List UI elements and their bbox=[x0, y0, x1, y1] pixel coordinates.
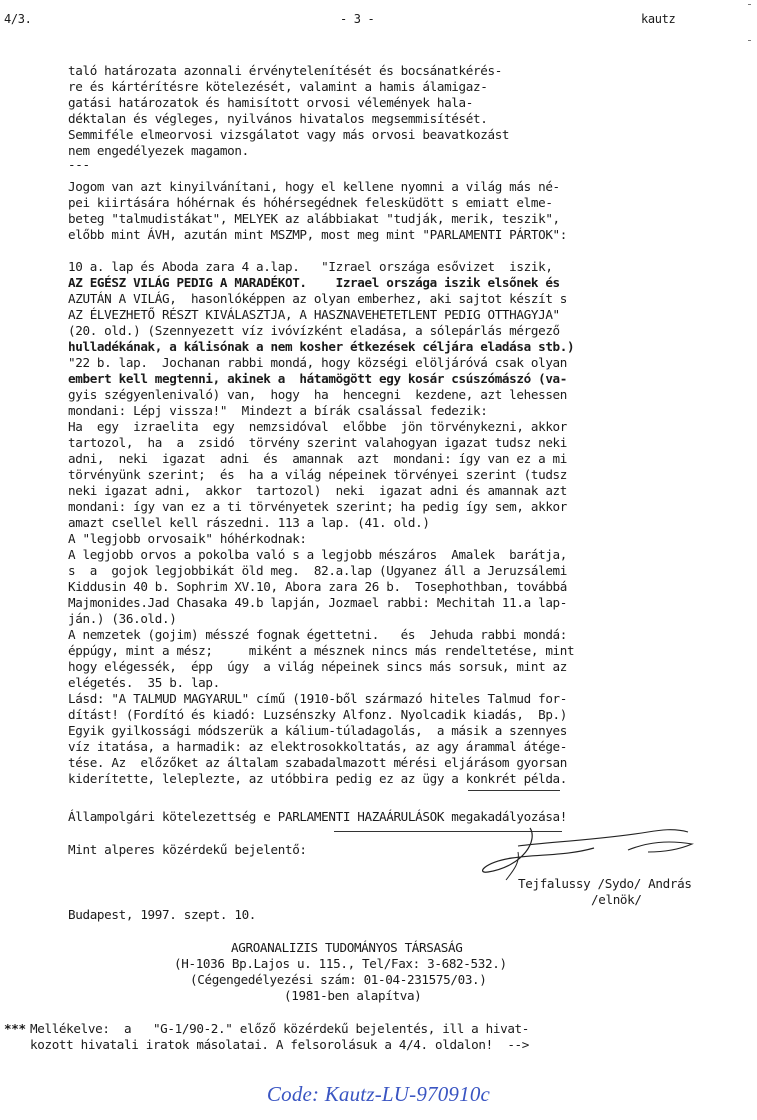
handwritten-signature bbox=[478, 822, 708, 884]
org-registration: (Cégengedélyezési szám: 01-04-231575/03.) bbox=[190, 972, 487, 987]
text-line: mondani: így van ez a ti törvényetek szerint; ha pedig így sem, akkor bbox=[68, 499, 568, 514]
text-line: éppúgy, mint a mész; miként a mésznek nincs más rendeltetése, mint bbox=[68, 643, 575, 658]
text-line: tése. Az előzőket az általam szabadalmazott mérési eljárásom gyorsan bbox=[68, 755, 568, 770]
text-line: re és kártérítésre kötelezését, valamint a hamis álamigaz- bbox=[68, 79, 488, 94]
text-line: ján.) (36.old.) bbox=[68, 611, 177, 626]
text-line: dítást! (Fordító és kiadó: Luzsénszky Alfonz. Nyolcadik kiadás, Bp.) bbox=[68, 707, 568, 722]
text-line: déktalan és végleges, nyilvános hivatalos megsemmisítését. bbox=[68, 111, 488, 126]
text-line: Ha egy izraelita egy nemzsidóval előbbe jön törvénykezni, akkor bbox=[68, 419, 568, 434]
text-line: taló határozata azonnali érvénytelenítését és bocsánatkérés- bbox=[68, 63, 502, 78]
text-line: amazt csellel kell rászedni. 113 a lap. (41. old.) bbox=[68, 515, 430, 530]
org-address: (H-1036 Bp.Lajos u. 115., Tel/Fax: 3-682-532.) bbox=[174, 956, 507, 971]
text-line: nem engedélyezek magamon. bbox=[68, 143, 249, 158]
scan-speck bbox=[748, 4, 751, 5]
duty-statement: Állampolgári kötelezettség e PARLAMENTI HAZAÁRULÁSOK megakadályozása! bbox=[68, 809, 568, 824]
attachment-marker: *** bbox=[4, 1021, 26, 1036]
text-line: A nemzetek (gojim) mésszé fognak égettetni. és Jehuda rabbi mondá: bbox=[68, 627, 568, 642]
text-line: mondani: Lépj vissza!" Mindezt a bírák csalással fedezik: bbox=[68, 403, 488, 418]
text-line: AZUTÁN A VILÁG, hasonlóképpen az olyan emberhez, aki sajtot készít s bbox=[68, 291, 568, 306]
text-line: előbb mint ÁVH, azután mint MSZMP, most meg mint "PARLAMENTI PÁRTOK": bbox=[68, 227, 568, 242]
text-line: A "legjobb orvosaik" hóhérkodnak: bbox=[68, 531, 307, 546]
text-line: AZ EGÉSZ VILÁG PEDIG A MARADÉKOT. Izrael országa iszik elsőnek és bbox=[68, 275, 560, 290]
place-date: Budapest, 1997. szept. 10. bbox=[68, 907, 257, 922]
text-line: Jogom van azt kinyilvánítani, hogy el kellene nyomni a világ más né- bbox=[68, 179, 560, 194]
text-line: elégetés. 35 b. lap. bbox=[68, 675, 220, 690]
text-line: AZ ÉLVEZHETŐ RÉSZT KIVÁLASZTJA, A HASZNAVEHETETLENT PEDIG OTTHAGYJA" bbox=[68, 307, 560, 322]
text-line: gyis szégyenlenivaló) van, hogy ha hencegni kezdene, azt lehessen bbox=[68, 387, 568, 402]
text-line: A legjobb orvos a pokolba való s a legjobb mészáros Amalek barátja, bbox=[68, 547, 568, 562]
text-line: gatási határozatok és hamisított orvosi vélemények hala- bbox=[68, 95, 473, 110]
text-line: (20. old.) (Szennyezett víz ivóvízként eladása, a sólepárlás mérgező bbox=[68, 323, 560, 338]
page-number: - 3 - bbox=[340, 12, 375, 26]
text-line: víz itatása, a harmadik: az elektrosokkoltatás, az agy árammal átége- bbox=[68, 739, 568, 754]
attachment-line: kozott hivatali iratok másolatai. A felsorolásuk a 4/4. oldalon! --> bbox=[30, 1037, 530, 1052]
text-line: beteg "talmudistákat", MELYEK az alábbiakat "tudják, merik, teszik", bbox=[68, 211, 560, 226]
text-line: hogy elégessék, épp úgy a világ népeinek sincs más sorsuk, mint az bbox=[68, 659, 568, 674]
text-line: törvényünk szerint; és ha a világ népeinek törvényei szerint (tudsz bbox=[68, 467, 568, 482]
text-line: pei kiirtására hóhérnak és hóhérsegédnek felesküdött s emiatt elme- bbox=[68, 195, 553, 210]
reporter-line: Mint alperes közérdekű bejelentő: bbox=[68, 842, 307, 857]
text-line: 10 a. lap és Aboda zara 4 a.lap. "Izrael országa esővizet iszik, bbox=[68, 259, 553, 274]
text-line: neki igazat adni, akkor tartozol) neki igazat adni és amannak azt bbox=[68, 483, 568, 498]
text-line: Kiddusin 40 b. Sophrim XV.10, Abora zara 26 b. Tosephothban, továbbá bbox=[68, 579, 568, 594]
text-line: Semmiféle elmeorvosi vizsgálatot vagy más orvosi beavatkozást bbox=[68, 127, 510, 142]
signatory-role: /elnök/ bbox=[591, 892, 642, 907]
text-line: embert kell megtenni, akinek a hátamögött egy kosár csúszómászó (va- bbox=[68, 371, 568, 386]
text-line: tartozol, ha a zsidó törvény szerint valahogyan igazat tudsz neki bbox=[68, 435, 568, 450]
text-line: hulladékának, a kálisónak a nem kosher étkezések céljára eladása stb.) bbox=[68, 339, 575, 354]
org-name: AGROANALIZIS TUDOMÁNYOS TÁRSASÁG bbox=[231, 940, 463, 955]
text-line: kiderítette, leleplezte, az utóbbira pedig ez az ügy a konkrét példa. bbox=[68, 771, 568, 786]
text-line: "22 b. lap. Jochanan rabbi mondá, hogy községi elöljáróvá csak olyan bbox=[68, 355, 568, 370]
separator-rule bbox=[468, 790, 560, 791]
text-line: --- bbox=[68, 157, 90, 172]
signatory-name: Tejfalussy /Sydo/ András bbox=[518, 876, 692, 891]
text-line: Egyik gyilkossági módszerük a kálium-túladagolás, a másik a szennyes bbox=[68, 723, 568, 738]
page-ref: 4/3. bbox=[4, 12, 32, 26]
text-line: s a gojok legjobbikát öld meg. 82.a.lap (Ugyanez áll a Jeruzsálemi bbox=[68, 563, 568, 578]
text-line: Lásd: "A TALMUD MAGYARUL" című (1910-ből származó hiteles Talmud for- bbox=[68, 691, 568, 706]
document-code: Code: Kautz-LU-970910c bbox=[266, 1082, 491, 1106]
text-line: adni, neki igazat adni és amannak azt mondani: így van ez a mi bbox=[68, 451, 568, 466]
org-founded: (1981-ben alapítva) bbox=[284, 988, 422, 1003]
author-tag: kautz bbox=[641, 12, 676, 26]
text-line: Majmonides.Jad Chasaka 49.b lapján, Jozmael rabbi: Mechitah 11.a lap- bbox=[68, 595, 568, 610]
scan-speck bbox=[748, 40, 751, 41]
attachment-line: Mellékelve: a "G-1/90-2." előző közérdekű bejelentés, ill a hivat- bbox=[30, 1021, 530, 1036]
